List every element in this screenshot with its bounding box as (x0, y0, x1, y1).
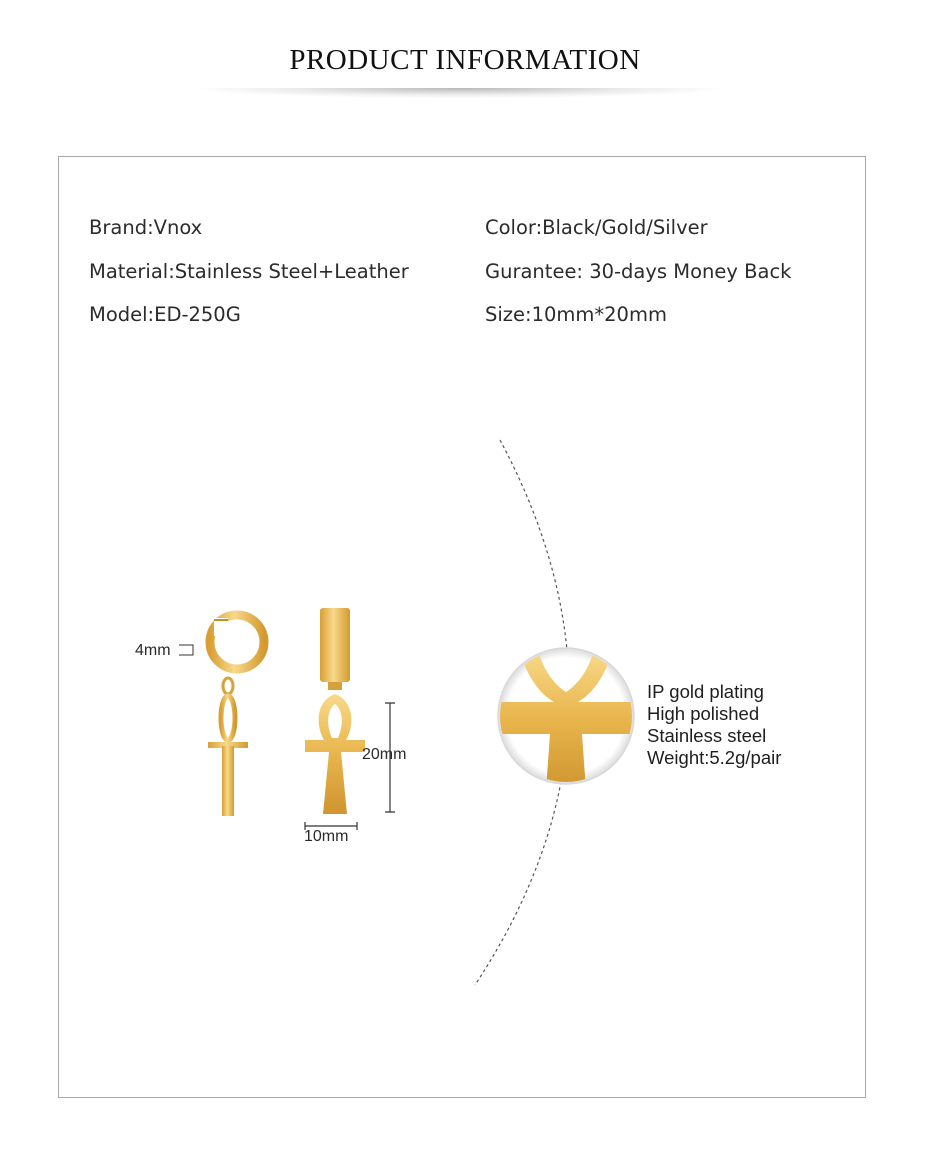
spec-size: Size:10mm*20mm (485, 303, 667, 326)
spec-model: Model:ED-250G (89, 303, 241, 326)
page-title: PRODUCT INFORMATION (289, 44, 641, 76)
feature-item-polished: High polished (647, 703, 760, 724)
dim-label-4mm: 4mm (135, 642, 171, 659)
hoop-front (320, 608, 350, 682)
earring-front-view (305, 608, 365, 814)
zoom-detail-circle (492, 648, 640, 790)
ankh-front (305, 694, 365, 814)
dim-label-20mm: 20mm (362, 746, 407, 763)
earring-side-view (208, 615, 264, 816)
dimension-hoop-width (135, 642, 193, 659)
feature-item-steel: Stainless steel (647, 725, 767, 746)
spec-material: Material:Stainless Steel+Leather (89, 260, 409, 283)
spec-color: Color:Black/Gold/Silver (485, 216, 708, 239)
feature-item-plating: IP gold plating (647, 681, 764, 702)
spec-guarantee: Gurantee: 30-days Money Back (485, 260, 792, 283)
feature-item-weight: Weight:5.2g/pair (647, 747, 782, 768)
dimension-width (304, 822, 357, 845)
dim-label-10mm: 10mm (304, 828, 349, 845)
dimension-height (362, 703, 406, 812)
spec-brand: Brand:Vnox (89, 216, 203, 239)
ankh-loop-side (221, 696, 235, 740)
